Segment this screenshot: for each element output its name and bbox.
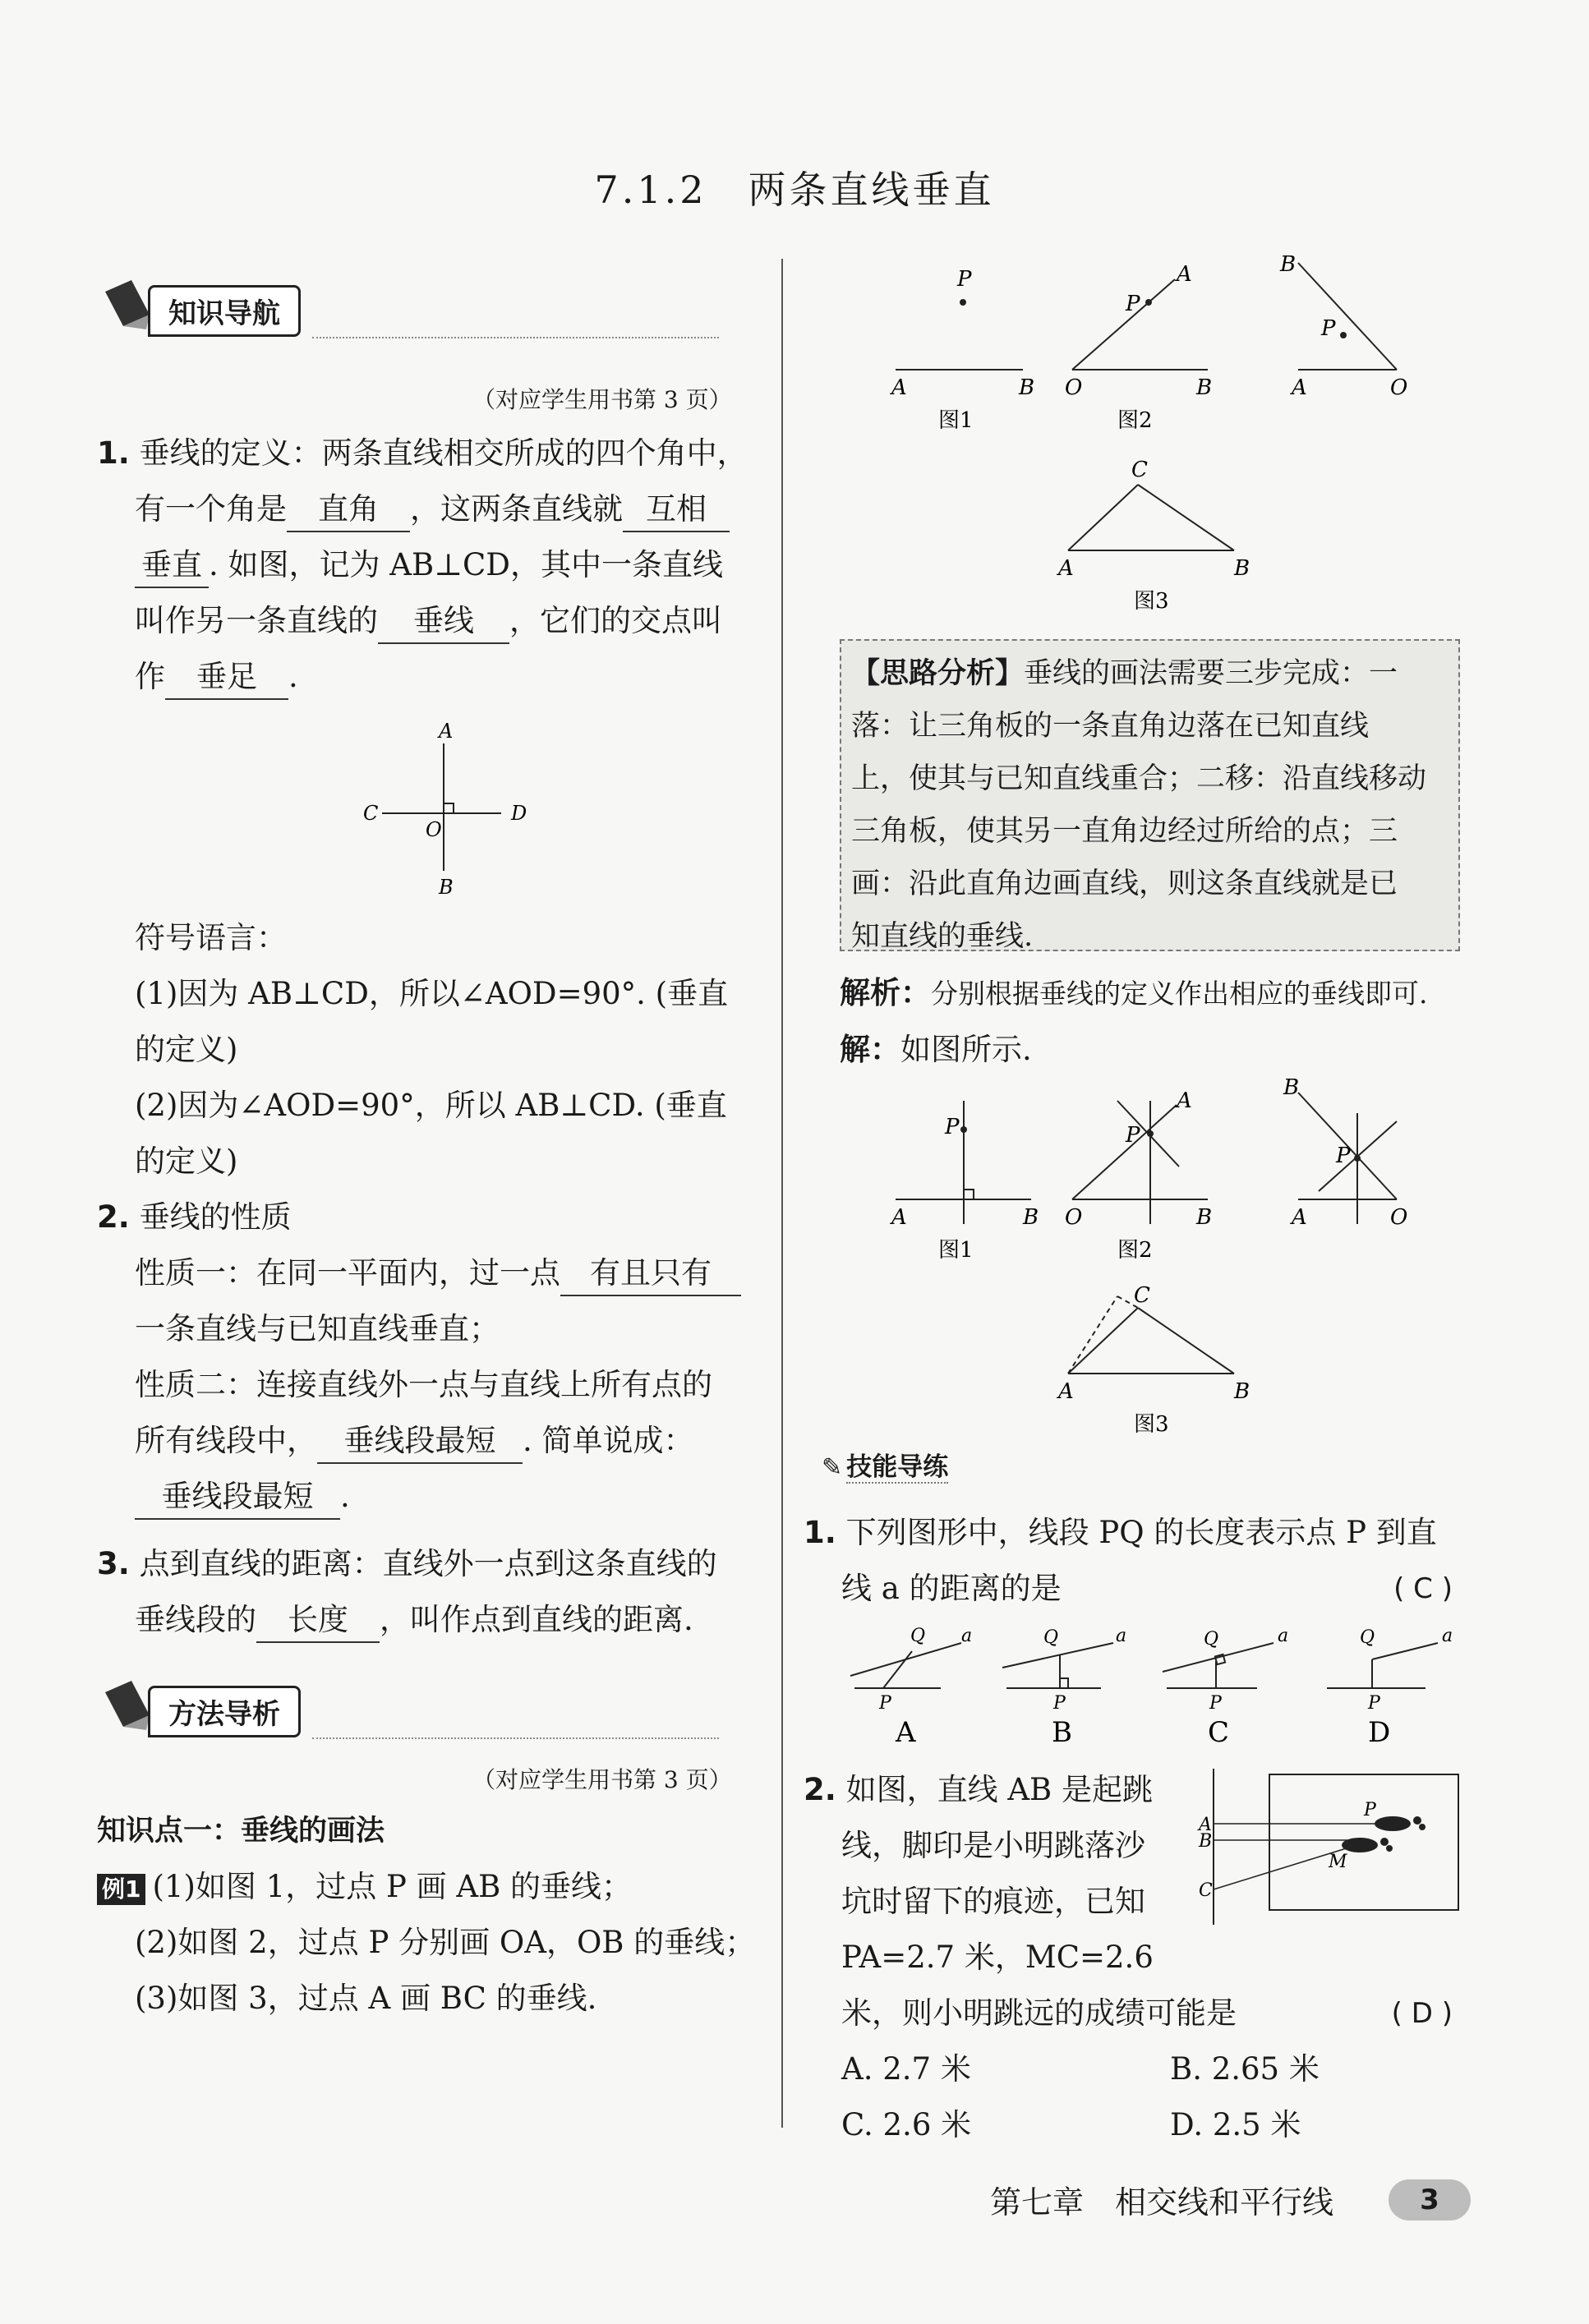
label-O: O [426,818,442,841]
sol-fig1-caption: 图1 [938,1238,974,1263]
skill-label: 技能导练 [846,1452,949,1482]
item1-text: 叫作另一条直线的 [135,603,378,638]
sandpit-figure [1195,1765,1475,1929]
qa-label-Q: Q [910,1626,926,1646]
item1-text: ，这两条直线就 [410,491,623,527]
question-number: 2. [804,1772,836,1807]
header-dotline [312,1737,719,1739]
knowledge-nav-label: 知识导航 [148,285,301,337]
item3-text: 点到直线的距离：直线外一点到这条直线的 [139,1546,717,1581]
item3-text: 垂线段的 [135,1602,256,1637]
question-text: 如图，直线 AB 是起跳 [845,1772,1154,1807]
jie-label: 解： [840,1032,900,1067]
footprint-icon [1342,1816,1425,1852]
perpendicular-figure [345,715,550,904]
solution-text [840,965,1497,1078]
item1-text: ，它们的交点叫 [509,603,722,638]
sol2b-label-P: P [1336,1144,1351,1168]
sol2-label-O: O [1065,1205,1083,1230]
item2-text: 所有线段中， [135,1423,317,1458]
page-number: 3 [1389,2179,1471,2220]
skill-header [822,1446,948,1483]
fig2b-label-P: P [1321,316,1336,341]
question-text: PA=2.7 米，MC=2.6 [841,1940,1154,1975]
method-nav-header [99,1676,719,1742]
item2-text: . [340,1479,350,1514]
sol2-label-A: A [1177,1088,1192,1113]
item3-text: ，叫作点到直线的距离. [380,1602,693,1637]
blank-answer: 长度 [256,1599,380,1643]
page-title: 7.1.2 两条直线垂直 [594,168,995,212]
jie-text: 如图所示. [900,1032,1032,1067]
sol2b-label-O: O [1390,1205,1408,1230]
sand-label-M: M [1329,1852,1347,1872]
blank-answer: 垂线 [378,600,509,644]
sol-fig2-caption: 图2 [1117,1238,1153,1263]
knowledge-ref: （对应学生用书第 3 页） [472,386,732,413]
problem-figures [871,246,1495,624]
label-B: B [439,876,454,899]
qa-label-a: a [961,1626,973,1646]
analysis-line: 画：沿此直角边画直线，则这条直线就是已 [851,867,1398,900]
column-divider [781,259,783,2128]
qa-label-P: P [879,1693,891,1714]
label-C: C [363,802,379,825]
sol1-label-P: P [945,1115,960,1139]
sol-fig3-caption: 图3 [1134,1412,1169,1437]
skill-question-1 [804,1505,1477,1617]
blank-answer: 互相 [623,488,730,532]
item1-text: . 如图，记为 AB⊥CD，其中一条直线 [209,547,723,582]
blank-answer: 垂足 [165,656,288,700]
sol3-label-C: C [1134,1283,1150,1308]
knowledge-item-3 [97,1536,771,1648]
jiexi-label: 解析： [840,975,931,1010]
sol2-label-B: B [1196,1205,1213,1230]
item2-text: 性质一：在同一平面内，过一点 [135,1255,560,1291]
qc-label-Q: Q [1204,1629,1219,1650]
option-B[interactable]: B. 2.65 米 [1170,2051,1320,2087]
sol1-label-B: B [1023,1205,1039,1230]
qb-label-Q: Q [1043,1627,1059,1648]
analysis-line: 上，使其与已知直线重合；二移：沿直线移动 [851,762,1427,795]
analysis-line: 垂线的画法需要三步完成：一 [1024,657,1398,690]
blank-answer: 有且只有 [560,1252,741,1296]
question-text: 线，脚印是小明跳落沙 [841,1828,1145,1863]
symbol-line: 的定义) [135,1144,238,1179]
knowledge-item-1 [97,426,771,705]
item-number: 2. [97,1199,130,1235]
blank-answer: 直角 [287,488,410,532]
sand-label-C: C [1199,1880,1213,1901]
blank-answer: 垂直 [135,544,209,588]
knowledge-point-title: 知识点一：垂线的画法 [97,1815,385,1848]
fig3-label-A: A [1058,556,1074,581]
item1-text: 有一个角是 [135,491,287,527]
analysis-box [840,639,1460,951]
qc-label-P: P [1209,1693,1222,1714]
qb-label-a: a [1116,1626,1127,1646]
option-D[interactable]: D [1368,1716,1391,1749]
fig1-caption: 图1 [938,408,974,433]
option-C[interactable]: C [1208,1716,1230,1749]
sand-label-A: A [1199,1815,1212,1835]
option-D[interactable]: D. 2.5 米 [1170,2107,1301,2142]
sol2-label-P: P [1126,1123,1140,1148]
fig2-label-A: A [1177,262,1192,287]
question-text: 米，则小明跳远的成绩可能是 [841,1995,1237,2031]
sand-label-P: P [1364,1800,1376,1820]
fig2b-label-B: B [1280,252,1297,277]
example-line: (1)如图 1，过点 P 画 AB 的垂线； [152,1869,633,1904]
analysis-line: 知直线的垂线. [851,920,1034,953]
example-line: (3)如图 3，过点 A 画 BC 的垂线. [135,1981,597,2016]
fig2-label-B: B [1196,375,1213,400]
item-number: 3. [97,1546,130,1581]
qc-label-a: a [1278,1626,1289,1646]
sol3-label-A: A [1058,1379,1074,1404]
analysis-line: 三角板，使其另一直角边经过所给的点；三 [851,815,1398,848]
fig1-label-B: B [1019,375,1035,400]
knowledge-item-2 [97,1190,771,1525]
knowledge-nav-header [99,275,719,341]
fig2b-label-A: A [1292,375,1307,400]
option-A[interactable]: A [896,1716,916,1749]
fig3-label-B: B [1234,556,1250,581]
qb-label-P: P [1053,1693,1066,1714]
edit-icon: ✎ [822,1453,843,1482]
fig2-label-O: O [1065,375,1083,400]
blank-answer: 垂线段最短 [135,1475,340,1520]
example-tag: 例1 [97,1874,145,1905]
item2-text: 一条直线与已知直线垂直； [135,1311,500,1346]
fig2-caption: 图2 [1117,408,1153,433]
jiexi-text: 分别根据垂线的定义作出相应的垂线即可. [931,978,1428,1010]
sol2b-label-A: A [1292,1205,1307,1230]
symbol-line: (1)因为 AB⊥CD，所以∠AOD=90°. (垂直 [135,976,729,1011]
question-number: 1. [804,1515,836,1550]
example-1 [97,1803,771,2027]
answer-choice: ( C ) [1393,1572,1453,1605]
fig1-label-P: P [957,267,972,292]
fig3-label-C: C [1131,458,1148,482]
sol3-label-B: B [1234,1379,1250,1404]
item1-line1: 垂线的定义：两条直线相交所成的四个角中， [139,435,748,471]
sand-label-B: B [1199,1831,1213,1852]
answer-choice: ( D ) [1391,1997,1453,2030]
symbol-lang-label: 符号语言： [135,920,287,955]
item1-text: . [288,659,298,694]
q1-options-figure [838,1610,1487,1758]
analysis-line: 落：让三角板的一条直角边落在已知直线 [851,710,1370,743]
item-number: 1. [97,435,130,471]
question-text: 下列图形中，线段 PQ 的长度表示点 P 到直 [845,1515,1437,1550]
item1-text: 作 [135,659,165,694]
qd-label-P: P [1368,1693,1380,1714]
qd-label-Q: Q [1360,1627,1375,1648]
method-ref: （对应学生用书第 3 页） [472,1766,732,1793]
solution-figures [871,1068,1495,1454]
symbol-line: 的定义) [135,1032,238,1067]
option-B[interactable]: B [1052,1716,1072,1749]
blank-answer: 垂线段最短 [317,1420,523,1464]
fig3-caption: 图3 [1134,589,1169,614]
sol2b-label-B: B [1283,1075,1300,1100]
chapter-footer: 第七章 相交线和平行线 [990,2184,1334,2220]
example-line: (2)如图 2，过点 P 分别画 OA，OB 的垂线； [135,1925,756,1960]
option-C[interactable]: C. 2.6 米 [841,2107,972,2142]
option-A[interactable]: A. 2.7 米 [841,2051,971,2087]
fig2-label-P: P [1126,292,1140,316]
question-text: 线 a 的距离的是 [841,1571,1062,1606]
symbol-line: (2)因为∠AOD=90°，所以 AB⊥CD. (垂直 [135,1088,727,1123]
sol1-label-A: A [891,1205,907,1230]
analysis-heading: 【思路分析】 [851,657,1025,690]
method-nav-label: 方法导析 [148,1686,301,1737]
label-A: A [439,720,454,743]
item2-text: 性质二：连接直线外一点与直线上所有点的 [135,1367,712,1402]
header-dotline [312,337,719,338]
label-D: D [511,802,527,825]
fig1-label-A: A [891,375,907,400]
fig2b-label-O: O [1390,375,1408,400]
question-text: 坑时留下的痕迹，已知 [841,1884,1145,1919]
symbol-language [135,910,776,1190]
item2-text: . 简单说成： [523,1423,694,1458]
qd-label-a: a [1442,1626,1453,1646]
item2-title: 垂线的性质 [139,1199,292,1235]
